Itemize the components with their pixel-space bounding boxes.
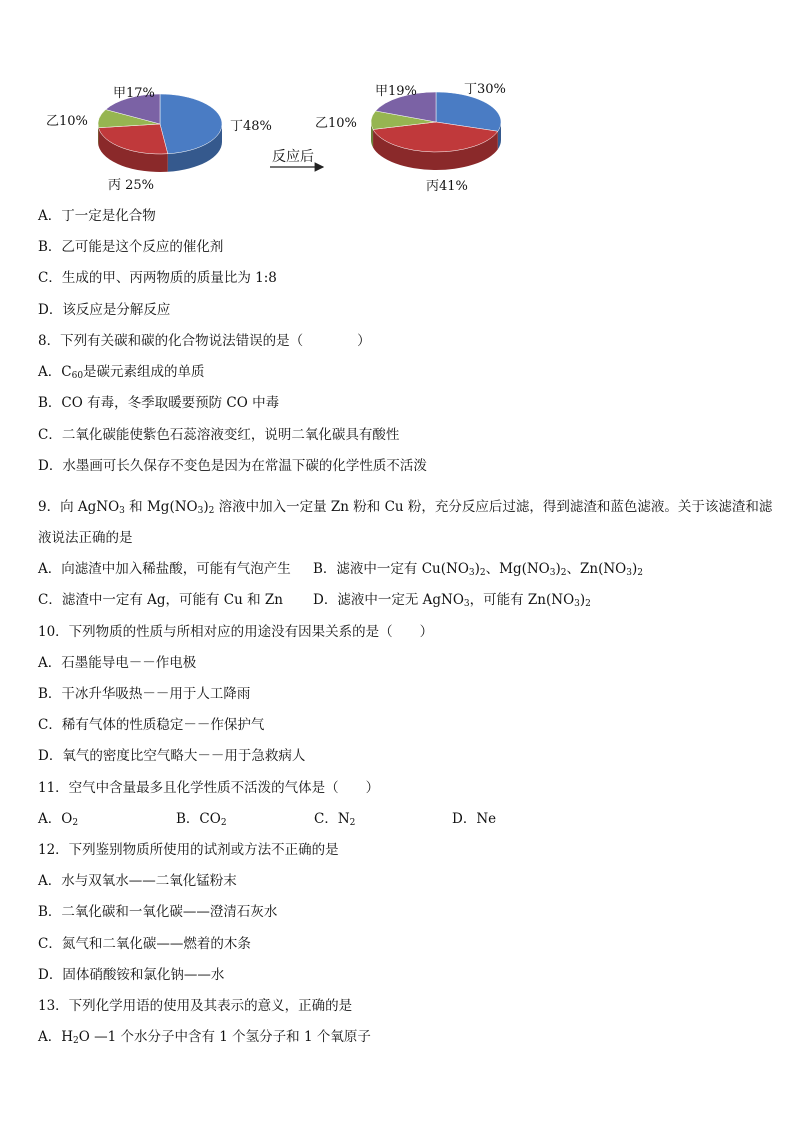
- pie2-label-bing: 丙41%: [426, 179, 468, 194]
- q11-option-a: A．$O_2$: [38, 811, 79, 828]
- q12-option-c: C．氮气和二氧化碳——燃着的木条: [38, 936, 251, 952]
- q8-option-b: B．CO 有毒，冬季取暖要预防 CO 中毒: [38, 395, 280, 411]
- q8-option-a: A．$C_{60}$是碳元素组成的单质: [38, 364, 205, 381]
- q10-option-d: D．氧气的密度比空气略大－－用于急救病人: [38, 748, 306, 764]
- q10-option-b: B．干冰升华吸热－－用于人工降雨: [38, 686, 251, 702]
- q7-option-c: C．生成的甲、丙两物质的质量比为 1:8: [38, 270, 277, 286]
- q9-option-d: D．滤液中一定无 AgNO$_3$，可能有 $Zn(NO_3)_2$: [313, 592, 591, 609]
- q10-option-a: A．石墨能导电－－作电极: [38, 655, 197, 671]
- q13-option-a: A．$H_2O$ —1 个水分子中含有 1 个氢分子和 1 个氧原子: [38, 1029, 371, 1046]
- q7-option-a: A．丁一定是化合物: [38, 208, 156, 224]
- pie1-label-ding: 丁48%: [230, 119, 272, 134]
- q9-option-a: A．向滤渣中加入稀盐酸，可能有气泡产生: [38, 561, 291, 577]
- q12-option-d: D．固体硝酸铵和氯化钠——水: [38, 967, 225, 983]
- q12-stem: 12．下列鉴别物质所使用的试剂或方法不正确的是: [38, 842, 339, 858]
- q8-option-d: D．水墨画可长久保存不变色是因为在常温下碳的化学性质不活泼: [38, 458, 427, 474]
- pie1-label-jia: 甲17%: [113, 86, 155, 101]
- q11-option-b: B．$CO_2$: [176, 811, 227, 828]
- q13-stem: 13．下列化学用语的使用及其表示的意义，正确的是: [38, 998, 353, 1014]
- q9-option-b: B．滤液中一定有 $Cu(NO_3)_2$、$Mg(NO_3)_2$、$Zn(NO_3)_2$: [313, 561, 643, 578]
- q11-option-c: C．$N_2$: [314, 811, 356, 828]
- q11-option-d: D．Ne: [452, 811, 497, 827]
- pie2-label-ding: 丁30%: [464, 82, 506, 97]
- q10-stem: 10．下列物质的性质与所相对应的用途没有因果关系的是（ ）: [38, 624, 434, 640]
- q7-option-b: B．乙可能是这个反应的催化剂: [38, 239, 224, 255]
- q12-option-b: B．二氧化碳和一氧化碳——澄清石灰水: [38, 904, 278, 920]
- q11-stem: 11．空气中含量最多且化学性质不活泼的气体是（ ）: [38, 780, 380, 796]
- q8-option-c: C．二氧化碳能使紫色石蕊溶液变红，说明二氧化碳具有酸性: [38, 427, 400, 443]
- q9-option-c: C．滤渣中一定有 Ag，可能有 Cu 和 Zn: [38, 592, 283, 608]
- pie2-label-yi: 乙10%: [315, 116, 357, 131]
- pie-charts-figure: [40, 72, 560, 202]
- pie2-label-jia: 甲19%: [375, 84, 417, 99]
- arrow-label: 反应后: [272, 149, 314, 165]
- q8-stem: 8．下列有关碳和碳的化合物说法错误的是（ ）: [38, 333, 371, 349]
- pie1-label-bing: 丙 25%: [108, 178, 155, 193]
- q10-option-c: C．稀有气体的性质稳定－－作保护气: [38, 717, 265, 733]
- q9-stem-line1: 9．向 AgNO$_3$ 和 $Mg(NO_3)_2$ 溶液中加入一定量 Zn 粉和 Cu 粉，充分反应后过滤，得到滤渣和蓝色滤液。关于该滤渣和滤: [38, 499, 773, 516]
- q9-stem-line2: 液说法正确的是: [38, 530, 133, 546]
- q12-option-a: A．水与双氧水——二氧化锰粉末: [38, 873, 237, 889]
- q7-option-d: D．该反应是分解反应: [38, 302, 171, 318]
- pie1-label-yi: 乙10%: [46, 114, 88, 129]
